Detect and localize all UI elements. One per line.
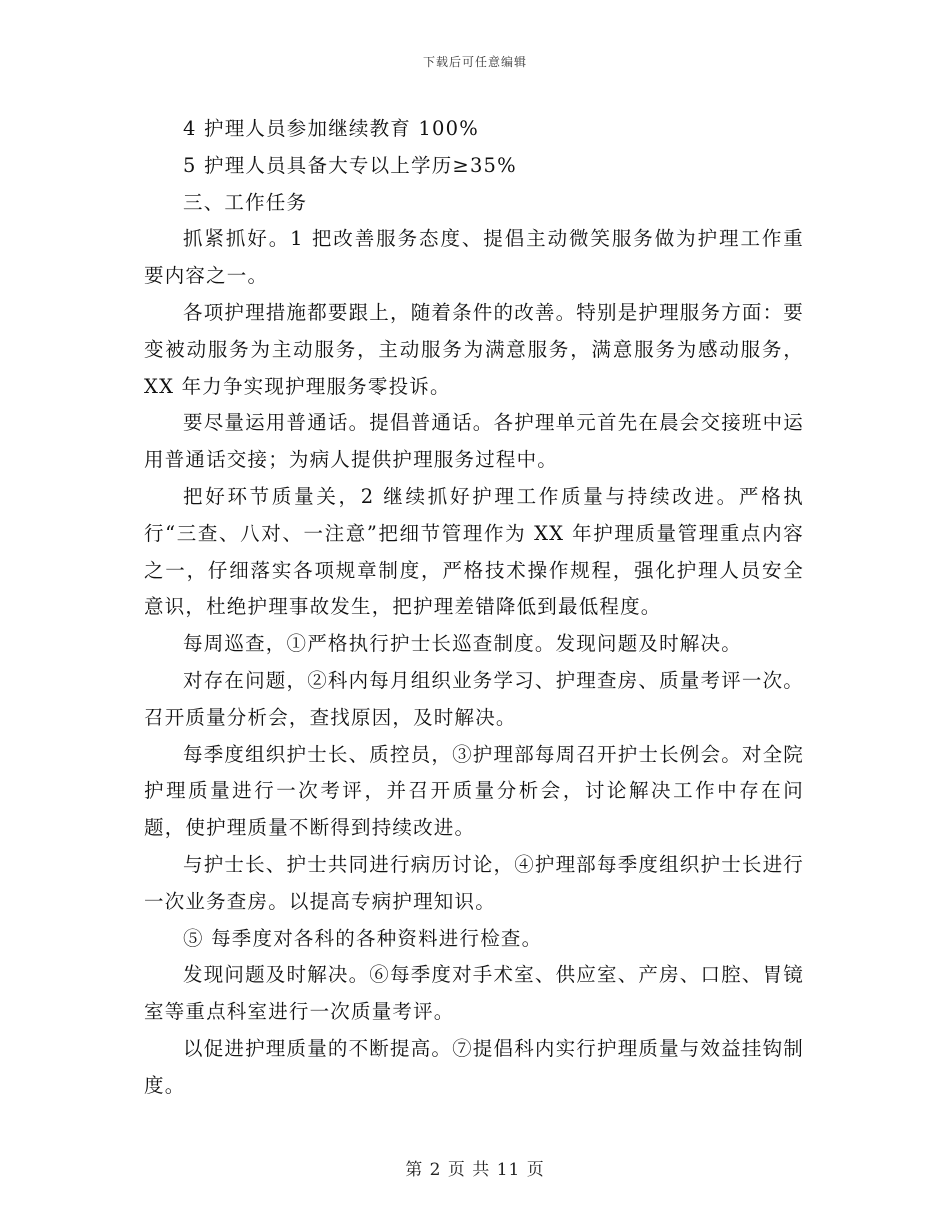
page-number: 第 2 页 共 11 页 bbox=[405, 1160, 545, 1180]
paragraph-document-check: ⑤ 每季度对各科的各种资料进行检查。 bbox=[183, 926, 543, 950]
header-note: 下载后可任意编辑 bbox=[422, 55, 527, 69]
paragraph-monthly-study: 对存在问题，②科内每月组织业务学习、护理查房、质量考评一次。召开质量分析会，查找原因，及时解决。 bbox=[144, 668, 805, 729]
paragraph-weekly-inspection: 每周巡查，①严格执行护士长巡查制度。发现问题及时解决。 bbox=[183, 632, 742, 656]
paragraph-continuing-education: 4 护理人员参加继续教育 100% bbox=[183, 117, 479, 140]
paragraph-head-nurse-meeting: 每季度组织护士长、质控员，③护理部每周召开护士长例会。对全院护理质量进行一次考评，并召开质量分析会，讨论解决工作中存在问题，使护理质量不断得到持续改进。 bbox=[144, 742, 805, 840]
paragraph-mandarin: 要尽量运用普通话。提倡普通话。各护理单元首先在晨会交接班中运用普通话交接；为病人提供护理服务过程中。 bbox=[144, 411, 805, 472]
paragraph-key-department-review: 发现问题及时解决。⑥每季度对手术室、供应室、产房、口腔、胃镜室等重点科室进行一次质量考评。 bbox=[144, 963, 805, 1024]
paragraph-service-attitude: 抓紧抓好。1 把改善服务态度、提倡主动微笑服务做为护理工作重要内容之一。 bbox=[144, 227, 804, 288]
paragraph-quality-control: 把好环节质量关，2 继续抓好护理工作质量与持续改进。严格执行“三查、八对、一注意”把细节管理作为 XX 年护理质量管理重点内容之一，仔细落实各项规章制度，严格技术操作规程，强化护理人员安全意识，杜绝护理事故发生，把护理差错降低到最低程度。 bbox=[144, 484, 804, 619]
section-heading-work-tasks: 三、工作任务 bbox=[183, 190, 308, 214]
paragraph-education-level: 5 护理人员具备大专以上学历≥35% bbox=[183, 153, 517, 177]
document-body bbox=[144, 111, 804, 1105]
paragraph-nursing-measures: 各项护理措施都要跟上，随着条件的改善。特别是护理服务方面：要变被动服务为主动服务，主动服务为满意服务，满意服务为感动服务，XX 年力争实现护理服务零投诉。 bbox=[144, 300, 805, 398]
paragraph-quality-incentive: 以促进护理质量的不断提高。⑦提倡科内实行护理质量与效益挂钩制度。 bbox=[144, 1036, 805, 1097]
paragraph-case-discussion: 与护士长、护士共同进行病历讨论，④护理部每季度组织护士长进行一次业务查房。以提高专病护理知识。 bbox=[144, 852, 805, 913]
